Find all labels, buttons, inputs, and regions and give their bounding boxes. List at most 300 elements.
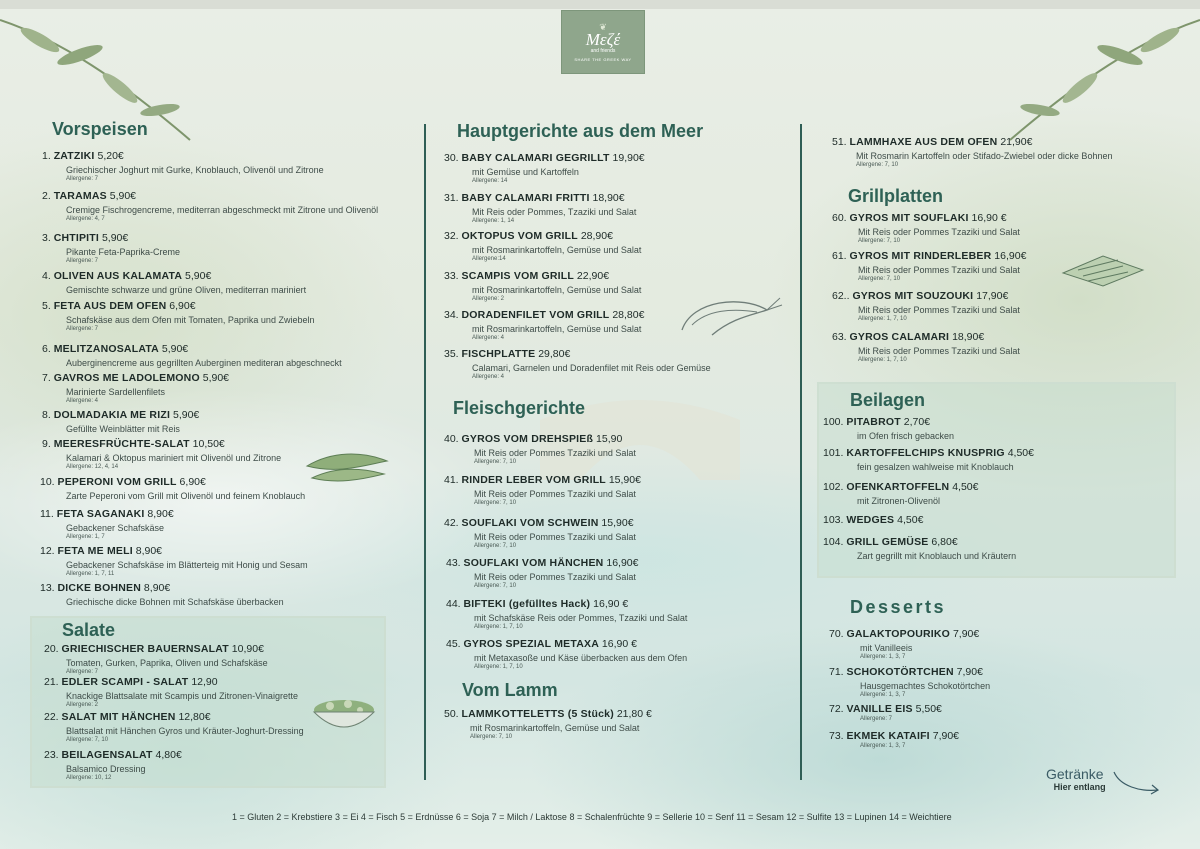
menu-item [40, 545, 308, 577]
menu-item-title [829, 628, 979, 640]
item-description: Griechischer Joghurt mit Gurke, Knoblauch, Olivenöl und Zitrone [66, 165, 324, 175]
item-allergens: Allergene: 7, 10 [858, 276, 901, 282]
item-allergens: Allergene: 7, 10 [474, 543, 517, 549]
item-price: 4,80€ [152, 749, 182, 761]
item-name: OFENKARTOFFELN [846, 481, 950, 493]
item-allergens: Allergene:14 [472, 256, 506, 262]
item-description: Gefüllte Weinblätter mit Reis [66, 424, 180, 434]
menu-item [42, 300, 314, 332]
menu-item [823, 416, 954, 441]
menu-item [832, 212, 1020, 244]
menu-item [444, 517, 636, 549]
item-name: DOLMADAKIA ME RIZI [53, 409, 171, 421]
item-number: 51. [832, 136, 850, 148]
item-number: 23. [44, 749, 62, 761]
item-number: 100. [823, 416, 847, 428]
drinks-label: Getränke [1046, 766, 1104, 782]
item-number: 61. [832, 250, 850, 262]
item-description: Tomaten, Gurken, Paprika, Oliven und Schafskäse [66, 658, 268, 668]
item-description: Calamari, Garnelen und Doradenfilet mit Reis oder Gemüse [472, 363, 711, 373]
item-number: 32. [444, 230, 462, 242]
item-description: Pikante Feta-Paprika-Creme [66, 247, 181, 257]
menu-item-title [42, 150, 324, 162]
menu-item-title [823, 481, 979, 493]
item-number: 63. [832, 331, 850, 343]
item-description: Kalamari & Oktopus mariniert mit Olivenöl und Zitrone [66, 453, 282, 463]
item-allergens: Allergene: 7 [66, 258, 99, 264]
menu-item-title [444, 192, 636, 204]
menu-item [40, 508, 174, 540]
item-number: 7. [42, 372, 54, 384]
item-number: 44. [446, 598, 464, 610]
logo-tagline: SHARE THE GREEK WAY [574, 56, 632, 62]
menu-item [446, 557, 638, 589]
item-number: 35. [444, 348, 462, 360]
olive-branch-icon [1000, 0, 1200, 150]
logo-name: Mεζέ [585, 29, 621, 49]
item-number: 8. [42, 409, 54, 421]
menu-item-title [829, 730, 959, 742]
item-allergens: Allergene: 1, 3, 7 [860, 692, 906, 698]
menu-item-title [40, 476, 305, 488]
item-number: 13. [40, 582, 58, 594]
item-description: Mit Reis oder Pommes, Tzaziki und Salat [472, 207, 637, 217]
item-number: 103. [823, 514, 847, 526]
menu-item [42, 270, 306, 295]
item-name: CHTIPITI [53, 232, 100, 244]
item-description: Mit Reis oder Pommes Tzaziki und Salat [858, 305, 1020, 315]
item-description: mit Rosmarinkartoffeln, Gemüse und Salat [470, 723, 640, 733]
menu-item [42, 232, 180, 264]
menu-item [446, 638, 687, 670]
menu-item [829, 730, 959, 749]
column-divider [800, 124, 802, 780]
menu-item-title [42, 300, 314, 312]
menu-item [823, 536, 1016, 561]
item-number: 1. [42, 150, 54, 162]
item-description: Knackige Blattsalate mit Scampis und Zitronen-Vinaigrette [66, 691, 298, 701]
item-price: 28,80€ [609, 309, 645, 321]
menu-item [444, 309, 644, 341]
item-description: Schafskäse aus dem Ofen mit Tomaten, Paprika und Zwiebeln [66, 315, 315, 325]
item-number: 73. [829, 730, 847, 742]
item-name: BIFTEKI (gefülltes Hack) [463, 598, 591, 610]
menu-item-title [446, 638, 687, 650]
menu-item-title [829, 666, 990, 678]
item-allergens: Allergene: 1, 3, 7 [860, 743, 906, 749]
item-allergens: Allergene: 1, 7, 10 [474, 664, 523, 670]
menu-item [444, 708, 652, 740]
menu-item [823, 447, 1034, 472]
item-description: Gebackener Schafskäse [66, 523, 165, 533]
item-number: 4. [42, 270, 54, 282]
item-allergens: Allergene: 7, 10 [474, 583, 517, 589]
item-description: Mit Reis oder Pommes Tzaziki und Salat [858, 346, 1020, 356]
item-number: 6. [42, 343, 54, 355]
restaurant-logo [561, 10, 645, 74]
item-number: 10. [40, 476, 58, 488]
item-description: im Ofen frisch gebacken [857, 431, 955, 441]
item-price: 10,50€ [189, 438, 225, 450]
item-description: fein gesalzen wahlweise mit Knoblauch [857, 462, 1014, 472]
menu-item [42, 190, 378, 222]
menu-item-title [40, 582, 284, 594]
item-description: Gemischte schwarze und grüne Oliven, mediterran mariniert [66, 285, 307, 295]
item-name: FETA AUS DEM OFEN [53, 300, 167, 312]
item-description: Blattsalat mit Hänchen Gyros und Kräuter-Joghurt-Dressing [66, 726, 304, 736]
item-price: 15,90€ [605, 474, 641, 486]
menu-item [832, 250, 1026, 282]
item-price: 16,90 € [590, 598, 629, 610]
menu-item-title [42, 438, 281, 450]
item-description: Mit Reis oder Pommes Tzaziki und Salat [858, 227, 1020, 237]
drinks-hint: Hier entlang [1053, 782, 1106, 792]
menu-item-title [44, 749, 182, 761]
item-allergens: Allergene: 7, 10 [470, 734, 513, 740]
menu-item [832, 290, 1020, 322]
item-name: TARAMAS [53, 190, 107, 202]
item-name: GYROS VOM DREHSPIEß [461, 433, 594, 445]
item-number: 62.. [832, 290, 853, 302]
item-allergens: Allergene: 1, 14 [472, 218, 515, 224]
item-allergens: Allergene: 7 [66, 326, 99, 332]
menu-item-title [823, 536, 1016, 548]
menu-item-title [42, 343, 342, 355]
item-number: 104. [823, 536, 847, 548]
menu-item-title [444, 517, 636, 529]
item-allergens: Allergene: 7, 10 [66, 737, 109, 743]
item-price: 7,90€ [953, 666, 983, 678]
menu-item [42, 150, 324, 182]
item-price: 8,90€ [144, 508, 174, 520]
item-price: 5,90€ [182, 270, 212, 282]
item-name: SALAT MIT HÄNCHEN [61, 711, 176, 723]
shrimp-icon [672, 290, 782, 350]
item-number: 11. [40, 508, 57, 520]
menu-item-title [40, 545, 308, 557]
menu-item [40, 582, 284, 607]
item-allergens: Allergene: 14 [472, 178, 508, 184]
menu-item-title [832, 212, 1020, 224]
item-price: 10,90€ [228, 643, 264, 655]
menu-item [823, 481, 979, 506]
item-allergens: Allergene: 1, 7 [66, 534, 105, 540]
menu-item [444, 348, 711, 380]
menu-item [444, 270, 641, 302]
item-number: 9. [42, 438, 54, 450]
item-price: 19,90€ [609, 152, 645, 164]
item-allergens: Allergene: 7 [860, 716, 893, 722]
item-price: 8,90€ [132, 545, 163, 557]
item-number: 20. [44, 643, 62, 655]
menu-item-title [832, 250, 1026, 262]
item-price: 12,80€ [175, 711, 211, 723]
section-salate: Salate [62, 620, 116, 640]
item-allergens: Allergene: 10, 12 [66, 775, 112, 781]
item-allergens: Allergene: 1, 7, 10 [474, 624, 523, 630]
item-number: 21. [44, 676, 62, 688]
item-description: Mit Reis oder Pommes Tzaziki und Salat [858, 265, 1020, 275]
menu-item [829, 666, 990, 698]
menu-item-title [44, 711, 304, 723]
item-price: 5,90€ [199, 372, 230, 384]
menu-item [829, 703, 942, 722]
item-allergens: Allergene: 7, 10 [474, 500, 517, 506]
item-price: 4,50€ [949, 481, 979, 493]
salad-bowl-icon [308, 692, 380, 738]
item-price: 16,90€ [603, 557, 639, 569]
item-name: MELITZANOSALATA [53, 343, 159, 355]
item-number: 2. [42, 190, 54, 202]
item-name: BEILAGENSALAT [61, 749, 153, 761]
menu-item-title [42, 409, 199, 421]
item-price: 2,70€ [900, 416, 931, 428]
item-name: GALAKTOPOURIKO [846, 628, 951, 640]
item-number: 3. [42, 232, 54, 244]
item-name: DICKE BOHNEN [57, 582, 142, 594]
menu-item-title [829, 703, 942, 715]
item-description: Mit Reis oder Pommes Tzaziki und Salat [474, 489, 636, 499]
menu-item-title [444, 270, 641, 282]
menu-item-title [446, 598, 687, 610]
item-description: mit Vanilleeis [860, 643, 913, 653]
item-number: 50. [444, 708, 462, 720]
menu-item-title [42, 232, 180, 244]
item-allergens: Allergene: 7, 10 [858, 238, 901, 244]
section-desserts: Desserts [850, 597, 947, 617]
item-allergens: Allergene: 1, 7, 10 [858, 316, 907, 322]
item-price: 18,90€ [949, 331, 985, 343]
menu-item-title [44, 676, 298, 688]
item-description: Gebackener Schafskäse im Blätterteig mit Honig und Sesam [66, 560, 308, 570]
item-description: Mit Reis oder Pommes Tzaziki und Salat [474, 448, 636, 458]
item-description: mit Rosmarinkartoffeln, Gemüse und Salat [472, 285, 642, 295]
item-name: SOUFLAKI VOM HÄNCHEN [463, 557, 604, 569]
item-allergens: Allergene: 2 [472, 296, 505, 302]
item-name: BABY CALAMARI FRITTI [461, 192, 590, 204]
item-name: PITABROT [846, 416, 901, 428]
item-price: 5,90€ [170, 409, 200, 421]
item-description: mit Metaxasoße und Käse überbacken aus dem Ofen [474, 653, 688, 663]
item-price: 29,80€ [535, 348, 571, 360]
item-price: 6,80€ [928, 536, 958, 548]
item-name: GYROS MIT SOUZOUKI [852, 290, 974, 302]
item-description: Zarte Peperoni vom Grill mit Olivenöl und feinem Knoblauch [66, 491, 306, 501]
menu-item [444, 192, 636, 224]
item-name: GAVROS ME LADOLEMONO [53, 372, 200, 384]
menu-item [44, 676, 298, 708]
menu-item-title [444, 474, 641, 486]
item-price: 6,90€ [176, 476, 206, 488]
menu-item [444, 152, 645, 184]
item-allergens: Allergene: 2 [66, 702, 99, 708]
menu-item [444, 230, 641, 262]
menu-item-title [44, 643, 268, 655]
item-number: 31. [444, 192, 462, 204]
item-description: Cremige Fischrogencreme, mediterran abgeschmeckt mit Zitrone und Olivenöl [66, 205, 379, 215]
item-number: 70. [829, 628, 847, 640]
item-name: DORADENFILET VOM GRILL [461, 309, 610, 321]
menu-item [832, 136, 1112, 168]
menu-item-title [42, 372, 229, 384]
item-name: BABY CALAMARI GEGRILLT [461, 152, 610, 164]
item-price: 21,90€ [997, 136, 1033, 148]
item-description: Hausgemachtes Schokotörtchen [860, 681, 991, 691]
item-name: EDLER SCAMPI - SALAT [61, 676, 189, 688]
item-allergens: Allergene: 7 [66, 176, 99, 182]
menu-item-title [444, 433, 636, 445]
item-name: PEPERONI VOM GRILL [57, 476, 177, 488]
item-price: 12,90 [188, 676, 218, 688]
item-price: 5,50€ [912, 703, 942, 715]
item-price: 17,90€ [973, 290, 1009, 302]
menu-item [42, 438, 281, 470]
item-name: LAMMHAXE AUS DEM OFEN [849, 136, 998, 148]
item-name: SOUFLAKI VOM SCHWEIN [461, 517, 599, 529]
item-name: SCAMPIS VOM GRILL [461, 270, 575, 282]
menu-item-title [42, 270, 306, 282]
menu-item-title [444, 152, 645, 164]
item-name: WEDGES [846, 514, 895, 526]
item-number: 40. [444, 433, 462, 445]
item-description: mit Schafskäse Reis oder Pommes, Tzaziki und Salat [474, 613, 688, 623]
item-name: FETA ME MELI [57, 545, 133, 557]
menu-item [829, 628, 979, 660]
item-price: 4,50€ [894, 514, 924, 526]
item-price: 15,90 [593, 433, 623, 445]
section-vorspeisen: Vorspeisen [52, 119, 148, 139]
menu-item [44, 643, 268, 675]
curved-arrow-icon [1112, 770, 1162, 796]
item-name: GRILL GEMÜSE [846, 536, 929, 548]
item-description: Balsamico Dressing [66, 764, 146, 774]
item-name: KARTOFFELCHIPS KNUSPRIG [846, 447, 1005, 459]
item-name: FISCHPLATTE [461, 348, 536, 360]
item-number: 42. [444, 517, 462, 529]
item-name: SCHOKOTÖRTCHEN [846, 666, 954, 678]
item-name: ZATZIKI [53, 150, 95, 162]
item-price: 5,20€ [94, 150, 124, 162]
menu-item [44, 749, 182, 781]
item-allergens: Allergene: 1, 7, 11 [66, 571, 115, 577]
menu-item-title [823, 514, 923, 526]
menu-item-title [444, 230, 641, 242]
section-beilagen: Beilagen [850, 390, 926, 410]
peperoni-icon [302, 446, 392, 486]
item-name: EKMEK KATAIFI [846, 730, 930, 742]
item-price: 5,90€ [158, 343, 189, 355]
drinks-link[interactable] [1046, 766, 1104, 792]
section-lamm: Vom Lamm [462, 680, 558, 700]
item-number: 43. [446, 557, 464, 569]
menu-item [444, 474, 641, 506]
olive-branch-icon: ❦ [599, 21, 607, 32]
item-price: 6,90€ [166, 300, 196, 312]
item-description: Zart gegrillt mit Knoblauch und Kräutern [857, 551, 1017, 561]
item-price: 8,90€ [141, 582, 171, 594]
menu-item-title [832, 136, 1112, 148]
menu-item-title [832, 290, 1020, 302]
allergen-legend: 1 = Gluten 2 = Krebstiere 3 = Ei 4 = Fisch 5 = Erdnüsse 6 = Soja 7 = Milch / Laktose 8 = Schalenfrüchte 9 = Sellerie 10 = Senf 11 = Sesam 12 = Sulfite 13 = Lupinen 14 = Weichtiere [232, 812, 952, 822]
item-number: 22. [44, 711, 62, 723]
column-divider [424, 124, 426, 780]
item-name: GYROS SPEZIAL METAXA [463, 638, 599, 650]
item-number: 60. [832, 212, 850, 224]
item-price: 16,90 € [598, 638, 637, 650]
item-description: Mit Reis oder Pommes Tzaziki und Salat [474, 532, 636, 542]
menu-item-title [823, 447, 1034, 459]
item-name: GRIECHISCHER BAUERNSALAT [61, 643, 229, 655]
item-price: 22,90€ [574, 270, 610, 282]
item-price: 21,80 € [613, 708, 652, 720]
item-name: MEERESFRÜCHTE-SALAT [53, 438, 190, 450]
item-price: 5,90€ [106, 190, 137, 202]
item-name: GYROS MIT RINDERLEBER [849, 250, 992, 262]
item-description: Griechische dicke Bohnen mit Schafskäse überbacken [66, 597, 284, 607]
item-description: mit Gemüse und Kartoffeln [472, 167, 579, 177]
menu-item [832, 331, 1020, 363]
item-allergens: Allergene: 4, 7 [66, 216, 105, 222]
menu-item-title [444, 348, 711, 360]
item-name: GYROS MIT SOUFLAKI [849, 212, 969, 224]
item-price: 7,90€ [929, 730, 960, 742]
item-description: Mit Rosmarin Kartoffeln oder Stifado-Zwiebel oder dicke Bohnen [856, 151, 1113, 161]
item-price: 28,90€ [577, 230, 613, 242]
item-price: 15,90€ [598, 517, 634, 529]
item-description: mit Rosmarinkartoffeln, Gemüse und Salat [472, 324, 642, 334]
item-allergens: Allergene: 7 [66, 669, 99, 675]
grill-plate-icon [1058, 248, 1148, 288]
item-allergens: Allergene: 7, 10 [856, 162, 899, 168]
menu-item-title [444, 708, 652, 720]
item-description: Auberginencreme aus gegrillten Auberginen mediteran abgeschneckt [66, 358, 342, 368]
item-price: 4,50€ [1004, 447, 1034, 459]
menu-item [823, 514, 923, 526]
item-name: OLIVEN AUS KALAMATA [53, 270, 183, 282]
menu-item-title [446, 557, 638, 569]
item-number: 41. [444, 474, 462, 486]
item-allergens: Allergene: 1, 3, 7 [860, 654, 906, 660]
item-allergens: Allergene: 12, 4, 14 [66, 464, 119, 470]
item-allergens: Allergene: 1, 7, 10 [858, 357, 907, 363]
menu-item-title [832, 331, 1020, 343]
item-allergens: Allergene: 4 [66, 398, 99, 404]
item-name: RINDER LEBER VOM GRILL [461, 474, 606, 486]
item-number: 45. [446, 638, 464, 650]
menu-item-title [40, 508, 174, 520]
item-number: 101. [823, 447, 847, 459]
item-price: 16,90€ [991, 250, 1027, 262]
item-description: Marinierte Sardellenfilets [66, 387, 166, 397]
menu-item [42, 409, 199, 434]
item-number: 33. [444, 270, 462, 282]
item-allergens: Allergene: 7, 10 [474, 459, 517, 465]
menu-item [42, 372, 229, 404]
item-price: 5,90€ [99, 232, 129, 244]
menu-item [44, 711, 304, 743]
item-number: 71. [829, 666, 847, 678]
logo-sub: and friends [590, 47, 616, 54]
item-allergens: Allergene: 4 [472, 335, 505, 341]
item-number: 102. [823, 481, 847, 493]
item-name: LAMMKOTTELETTS (5 Stück) [461, 708, 614, 720]
item-number: 30. [444, 152, 462, 164]
item-name: FETA SAGANAKI [56, 508, 145, 520]
item-number: 72. [829, 703, 847, 715]
menu-item [444, 433, 636, 465]
section-meer: Hauptgerichte aus dem Meer [457, 121, 704, 141]
menu-item-title [444, 309, 644, 321]
